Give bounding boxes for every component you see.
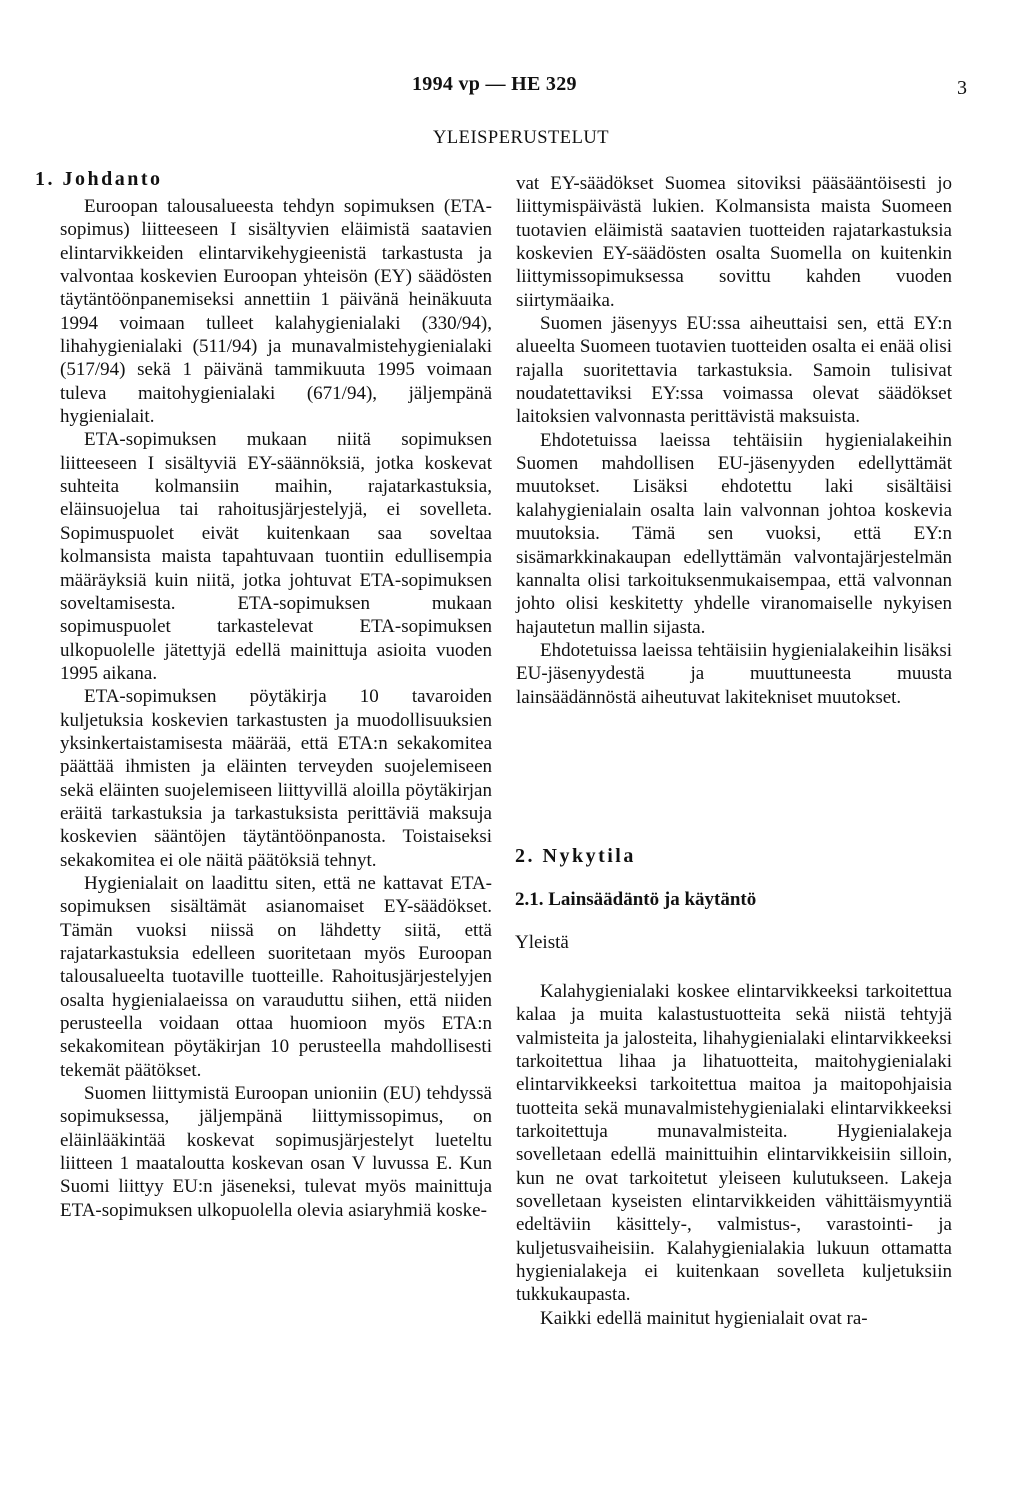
section-title: YLEISPERUSTELUT bbox=[433, 128, 610, 148]
paragraph: Ehdotetuissa laeissa tehtäisiin hygienialakeihin lisäksi EU-jäsenyydestä ja muuttuneesta muusta lainsäädännöstä aiheutuvat lakitekniset muutokset. bbox=[516, 639, 952, 708]
right-column-top bbox=[516, 172, 952, 709]
paragraph: ETA-sopimuksen pöytäkirja 10 tavaroiden kuljetuksia koskevien tarkastusten ja muodollisuuksien yksinkertaistamisesta määrää, että ETA:n sekakomitea päättää ihmisten ja eläinten terveyden suojelemiseen sekä eläinten suojelemiseen liittyvillä aloilla pöytäkirjan eräitä tarkastuksia ja tarkastuksista perittäviä maksuja koskevien sääntöjen täytäntöönpanosta. Toistaiseksi sekakomitea ei ole näitä päätöksiä tehnyt. bbox=[60, 686, 492, 871]
paragraph: Kaikki edellä mainitut hygienialait ovat ra- bbox=[540, 1307, 868, 1329]
heading-lainsaadanto: 2.1. Lainsäädäntö ja käytäntö bbox=[515, 889, 757, 910]
document-reference: 1994 vp — HE 329 bbox=[412, 73, 577, 95]
paragraph: Kalahygienialaki koskee elintarvikkeeksi tarkoitettua kalaa ja muita kalastustuotteita sekä niistä tehtyjä valmisteita ja jalosteita, lihahygienialaki elintarvikkeeksi tarkoitettua lihaa ja lihatuotteita, maitohygienialaki elintarvikkeeksi tarkoitettua maitoa ja maitopohjaisia tuotteita sekä munavalmistehygienialaki elintarvikkeeksi tarkoitettuja munavalmisteita. Hygienialakeja sovelletaan edellä mainittuihin elintarvikkeisiin silloin, kun ne ovat tarkoitetut yleiseen kulutukseen. Lakeja sovelletaan kyseisten elintarvikkeiden vähittäismyyntiä edeltäviin käsittely-, valmistus-, varastointi- ja kuljetusvaiheisiin. Kalahygienialakia lukuun ottamatta hygienialakeja ei kuitenkaan sovelleta kuljetuksiin tukkukaupasta. bbox=[516, 981, 952, 1306]
page-number: 3 bbox=[957, 77, 967, 99]
paragraph: Hygienialait on laadittu siten, että ne kattavat ETA-sopimuksen sisältämät asianomaiset EY-säädökset. Tämän vuoksi niissä on lähdetty siitä, että rajatarkastuksia edelleen suoritetaan myös Euroopan talousalueelta tuotaville tuotteille. Rahoitusjärjestelyjen osalta hygienialaeissa on varauduttu siihen, että niiden perusteella voidaan ottaa huomioon myös ETA:n sekakomitean pöytäkirjan 10 perusteella mahdollisesti tekemät päätökset. bbox=[60, 872, 492, 1081]
page-header bbox=[0, 73, 1024, 103]
paragraph: Suomen jäsenyys EU:ssa aiheuttaisi sen, että EY:n alueelta Suomeen tuotavien tuotteiden osalta ei enää olisi rajalla suoritettavia tarkastuksia. Samoin tulisivat noudatettaviksi EY:ssa voimassa olevat säädökset laitoksien valvonnasta perittävistä maksuista. bbox=[516, 313, 952, 428]
right-column-bottom bbox=[516, 980, 952, 1330]
paragraph: vat EY-säädökset Suomea sitoviksi pääsääntöisesti jo liittymispäivästä lukien. Kolmansista maista Suomeen tuotavien eläimistä saatavien tuotteiden rajatarkastuksia koskevien EY-säädösten osalta Suomella on kuitenkin liittymissopimuksessa sovittu kahden vuoden siirtymäaika. bbox=[516, 173, 952, 311]
paragraph: Suomen liittymistä Euroopan unioniin (EU) tehdyssä sopimuksessa, jäljempänä liittymissopimus, on eläinlääkintää koskevat sopimusjärjestelyt lueteltu liitteen 1 maataloutta koskevan osan V luvussa E. Kun Suomi liittyy EU:n jäseneksi, tulevat myös mainittuja ETA-sopimuksen ulkopuolella olevia asiaryhmiä koske- bbox=[60, 1083, 492, 1221]
heading-nykytila: 2. Nykytila bbox=[515, 845, 636, 867]
paragraph: Euroopan talousalueesta tehdyn sopimuksen (ETA-sopimus) liitteeseen I sisältyvien eläimistä saatavien elintarvikkeiden elintarvikehygieenistä tarkastusta ja valvontaa koskevien Euroopan yhteisön (EY) säädösten täytäntöönpanemiseksi annettiin 1 päivänä heinäkuuta 1994 voimaan tulleet kalahygienialaki (330/94), lihahygienialaki (511/94) ja munavalmistehygienialaki (517/94) sekä 1 päivänä tammikuuta 1995 voimaan tuleva maitohygienialaki (671/94), jäljempänä hygienialait. bbox=[60, 196, 492, 428]
subheading-yleista: Yleistä bbox=[515, 932, 569, 953]
paragraph: Ehdotetuissa laeissa tehtäisiin hygienialakeihin Suomen mahdollisen EU-jäsenyyden edellyttämät muutokset. Lisäksi ehdotettu laki sisältäisi kalahygienialain osalta lain valvonnan johtoa koskevia muutoksia. Tämä sen vuoksi, että EY:n sisämarkkinakaupan edellyttämän valvontajärjestelmän kannalta olisi tarkoituksenmukaisempaa, että valvonnan johto olisi keskitetty yhdelle viranomaiselle nykyisen hajautetun mallin sijasta. bbox=[516, 429, 952, 638]
heading-johdanto: 1. Johdanto bbox=[35, 168, 163, 190]
left-column bbox=[60, 195, 492, 1222]
paragraph: ETA-sopimuksen mukaan niitä sopimuksen liitteeseen I sisältyviä EY-säännöksiä, jotka koskevat suhteita kolmansiin maihin, rajatarkastuksia, eläinsuojelua tai rahoitusjärjestelyjä, ei sovelleta. Sopimuspuolet eivät kuitenkaan saa soveltaa kolmansista maista tapahtuvaan tuontiin edullisempia määräyksiä kuin niitä, jotka johtuvat ETA-sopimuksen soveltamisesta. ETA-sopimuksen mukaan sopimuspuolet tarkastelevat ETA-sopimuksen ulkopuolelle jätettyjä edellä mainittuja asioita vuoden 1995 aikana. bbox=[60, 429, 492, 684]
